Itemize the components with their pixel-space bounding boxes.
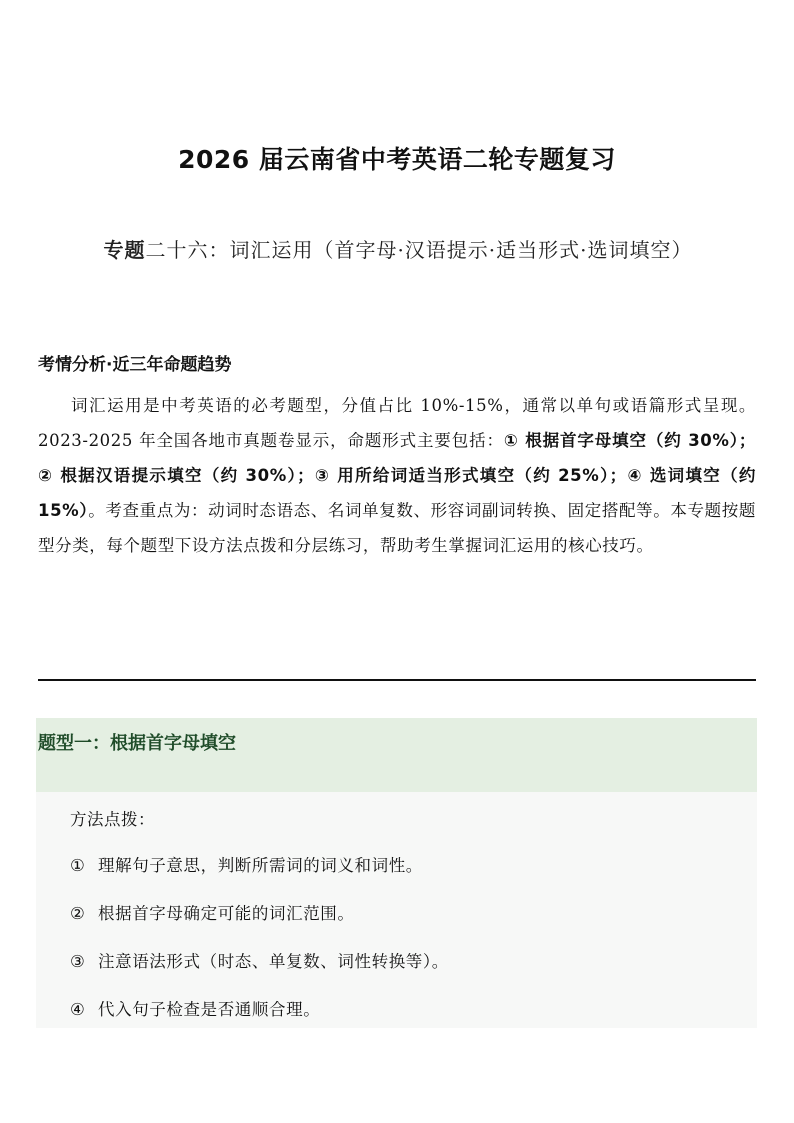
type-one-heading: 题型一：根据首字母填空 — [38, 733, 236, 754]
method-item — [70, 948, 449, 972]
method-number: ② — [70, 904, 86, 923]
method-text: 代入句子检查是否通顺合理。 — [98, 1000, 321, 1019]
method-number: ③ — [70, 952, 86, 971]
subtitle-lead: 专题 — [103, 238, 146, 262]
document-title: 2026 届云南省中考英语二轮专题复习 — [178, 145, 616, 174]
section-divider — [38, 679, 756, 681]
method-item — [70, 996, 320, 1020]
subtitle-text: 二十六：词汇运用（首字母·汉语提示·适当形式·选词填空） — [145, 238, 693, 262]
method-label: 方法点拨： — [70, 810, 155, 829]
analysis-bold-types: ① 根据首字母填空（约 30%）；② 根据汉语提示填空（约 30%）；③ 用所给词适当形式填空（约 25%）；④ 选词填空（约 15%） — [38, 431, 756, 520]
method-box — [36, 792, 757, 1028]
method-text: 注意语法形式（时态、单复数、词性转换等）。 — [98, 952, 449, 971]
method-number: ① — [70, 856, 86, 875]
analysis-heading: 考情分析·近三年命题趋势 — [38, 355, 232, 375]
method-text: 理解句子意思，判断所需词的词义和词性。 — [98, 856, 423, 875]
type-one-header — [36, 718, 757, 792]
topic-subtitle — [58, 232, 738, 268]
analysis-text-1: 词汇运用是中考英语的必考题型，分值占比 10%-15%，通常以单句或语篇形式呈现。2023-2025 年全国各地市真题卷显示，命题形式主要包括： — [38, 396, 756, 450]
method-text: 根据首字母确定可能的词汇范围。 — [98, 904, 355, 923]
analysis-text-2: 。考查重点为：动词时态语态、名词单复数、形容词副词转换、固定搭配等。本专题按题型分类，每个题型下设方法点拨和分层练习，帮助考生掌握词汇运用的核心技巧。 — [38, 501, 756, 555]
analysis-paragraph — [38, 388, 756, 563]
method-item — [70, 900, 355, 924]
method-number: ④ — [70, 1000, 86, 1019]
method-item — [70, 852, 423, 876]
